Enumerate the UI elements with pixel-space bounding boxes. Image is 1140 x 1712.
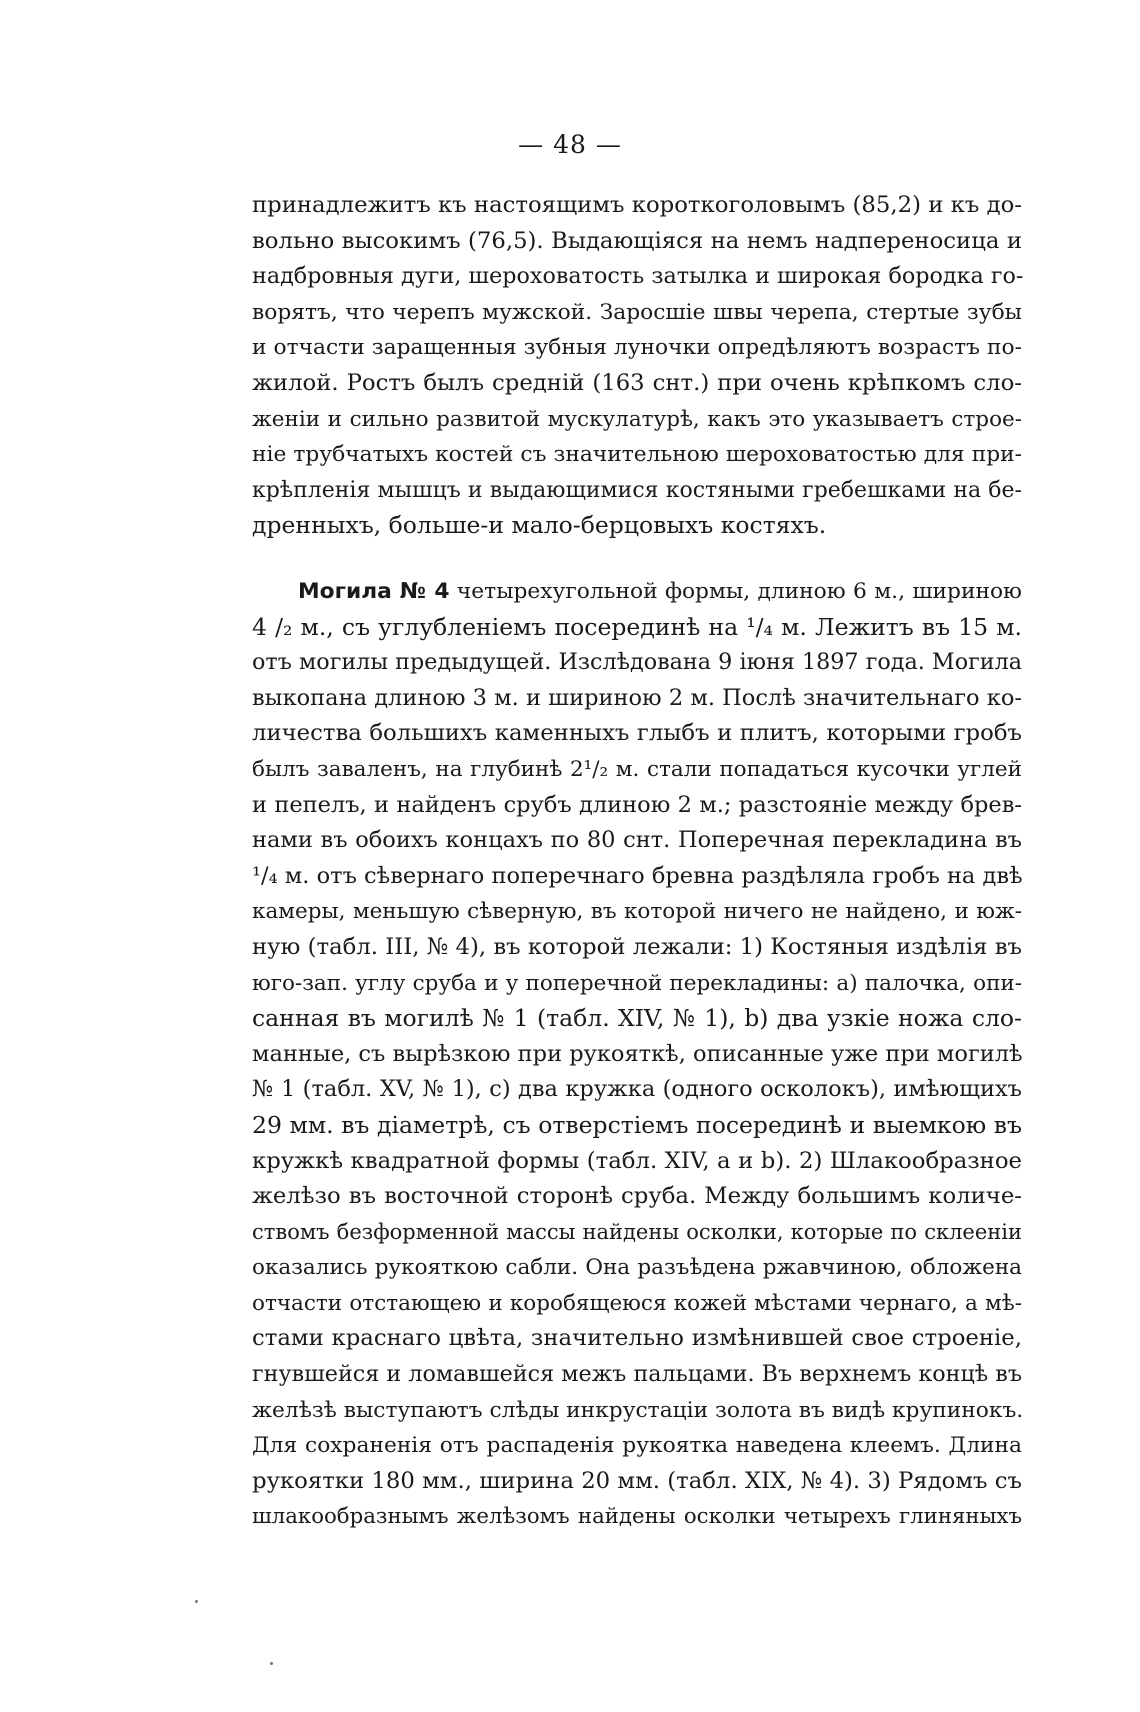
text-line: ствомъ безформенной массы найдены осколки, которые по склееніи — [252, 1219, 1022, 1244]
text-line-first-rest: четырехугольной формы, длиною 6 м., шириною — [456, 579, 1022, 604]
text-line: и пепелъ, и найденъ срубъ длиною 2 м.; разстояніе между брев- — [252, 791, 1022, 818]
grave-heading: Могила № 4 — [298, 579, 450, 604]
text-line: кружкѣ квадратной формы (табл. XIV, a и b). 2) Шлакообразное — [252, 1147, 1022, 1174]
text-line: юго-зап. углу сруба и у поперечной перекладины: а) палочка, опи- — [252, 970, 1022, 996]
text-line: рукоятки 180 мм., ширина 20 мм. (табл. XIX, № 4). 3) Рядомъ съ — [252, 1467, 1022, 1494]
text-line: нами въ обоихъ концахъ по 80 снт. Поперечная перекладина въ — [252, 827, 1022, 854]
text-line: жилой. Ростъ былъ средній (163 снт.) при очень крѣпкомъ сло- — [252, 369, 1022, 396]
text-line: дренныхъ, больше-и мало-берцовыхъ костяхъ. — [252, 511, 827, 540]
text-line: гнувшейся и ломавшейся межъ пальцами. Въ верхнемъ концѣ въ — [252, 1361, 1022, 1388]
text-line: шлакообразнымъ желѣзомъ найдены осколки четырехъ глиняныхъ — [252, 1504, 1022, 1530]
text-line: ніе трубчатыхъ костей съ значительною шероховатостью для при- — [252, 442, 1022, 468]
text-line: вольно высокимъ (76,5). Выдающіяся на немъ надпереносица и — [252, 227, 1022, 254]
paragraph-grave-4 — [252, 574, 1022, 1535]
text-line: былъ заваленъ, на глубинѣ 2¹/₂ м. стали попадаться кусочки углей — [252, 756, 1022, 782]
text-line: принадлежитъ къ настоящимъ короткоголовымъ (85,2) и къ до- — [252, 192, 1022, 218]
text-line: 4 /₂ м., съ углубленіемъ посерединѣ на ¹/₄ м. Лежитъ въ 15 м. — [252, 612, 1022, 641]
page-number: — 48 — — [518, 130, 622, 159]
text-line: желѣзѣ выступаютъ слѣды инкрустаціи золота въ видѣ крупинокъ. — [252, 1397, 1024, 1423]
text-line: манные, съ вырѣзкою при рукояткѣ, описанные уже при могилѣ — [252, 1040, 1023, 1067]
scan-speck — [270, 1662, 273, 1665]
text-line: ¹/₄ м. отъ сѣвернаго поперечнаго бревна раздѣляла гробъ на двѣ — [252, 862, 1023, 889]
text-line: ворятъ, что черепъ мужской. Заросшіе швы черепа, стертые зубы — [252, 299, 1022, 325]
text-line: надбровныя дуги, шероховатость затылка и широкая бородка го- — [252, 263, 1024, 290]
text-line: крѣпленія мышцъ и выдающимися костяными гребешками на бе- — [252, 477, 1022, 503]
text-line: оказались рукояткою сабли. Она разъѣдена ржавчиною, обложена — [252, 1255, 1022, 1281]
text-line: № 1 (табл. XV, № 1), с) два кружка (одного осколокъ), имѣющихъ — [252, 1076, 1022, 1103]
scan-speck — [195, 1600, 198, 1603]
text-line: стами краснаго цвѣта, значительно измѣнившей свое строеніе, — [252, 1325, 1022, 1352]
text-line: отъ могилы предыдущей. Изслѣдована 9 іюня 1897 года. Могила — [252, 649, 1022, 676]
paragraph-skull-description — [252, 188, 1022, 544]
text-line: женіи и сильно развитой мускулатурѣ, какъ это указываетъ строе- — [252, 406, 1022, 432]
text-line: 29 мм. въ діаметрѣ, съ отверстіемъ посерединѣ и выемкою въ — [252, 1110, 1022, 1139]
text-line: камеры, меньшую сѣверную, въ которой ничего не найдено, и юж- — [252, 899, 1022, 925]
text-line: ную (табл. III, № 4), въ которой лежали: 1) Костяныя издѣлія въ — [252, 933, 1022, 960]
text-line: личества большихъ каменныхъ глыбъ и плитъ, которыми гробъ — [252, 720, 1022, 747]
text-line: и отчасти заращенныя зубныя луночки опредѣляютъ возрастъ по- — [252, 335, 1022, 361]
text-line: выкопана длиною 3 м. и шириною 2 м. Послѣ значительнаго ко- — [252, 684, 1022, 711]
text-line: Для сохраненія отъ распаденія рукоятка наведена клеемъ. Длина — [252, 1433, 1022, 1459]
text-line: желѣзо въ восточной сторонѣ сруба. Между большимъ количе- — [252, 1183, 1022, 1210]
text-line-first — [252, 574, 1022, 610]
text-line: санная въ могилѣ № 1 (табл. XIV, № 1), b) два узкіе ножа сло- — [252, 1004, 1022, 1033]
text-line: отчасти отстающею и коробящеюся кожей мѣстами чернаго, а мѣ- — [252, 1290, 1022, 1316]
